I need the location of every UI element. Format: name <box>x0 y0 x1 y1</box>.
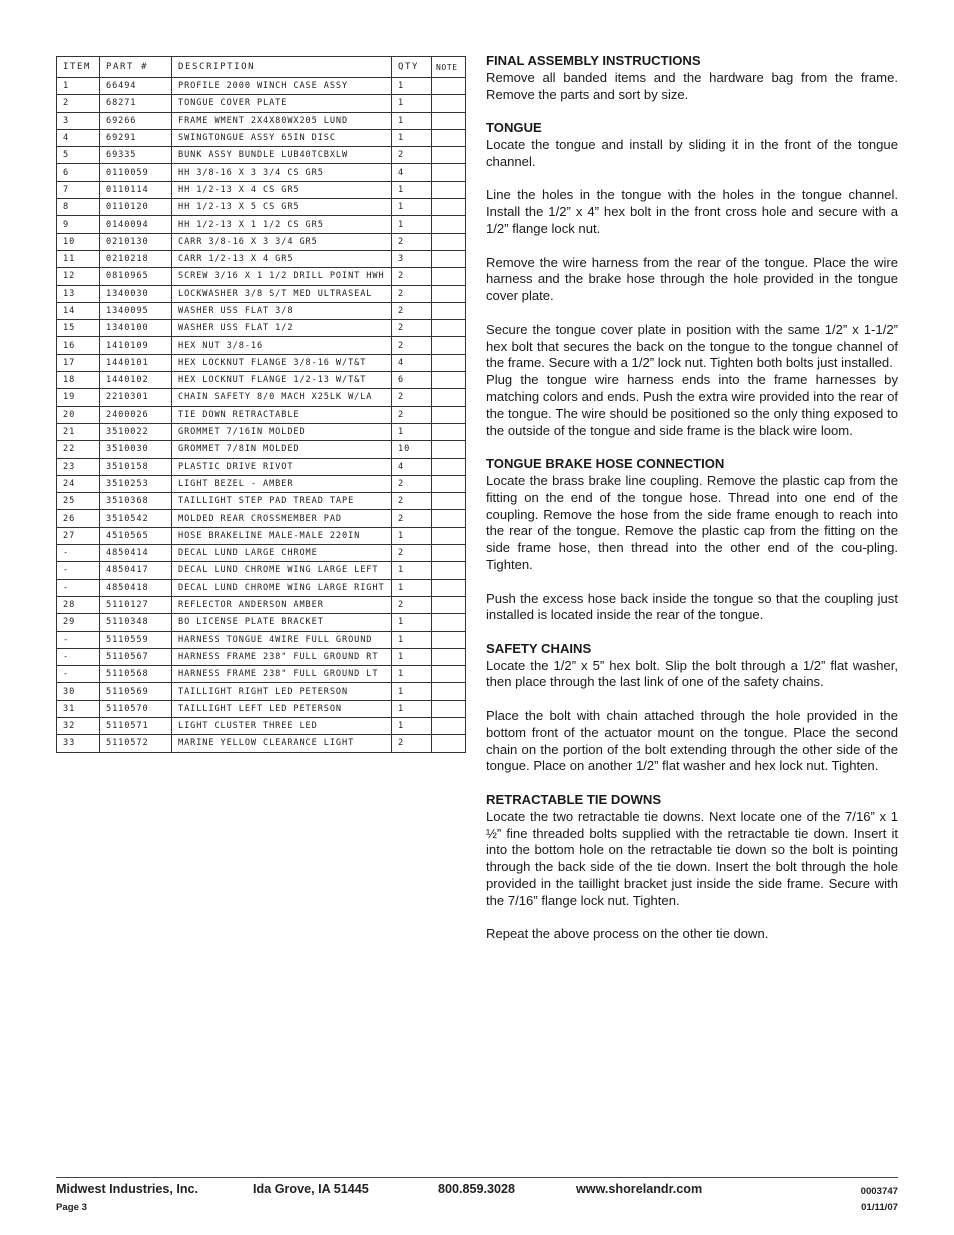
cell-part-number: 1410109 <box>100 337 172 354</box>
table-row <box>57 423 466 440</box>
cell-part-number: 3510030 <box>100 441 172 458</box>
table-row <box>57 129 466 146</box>
instruction-section <box>486 792 898 943</box>
cell-qty: 1 <box>392 700 432 717</box>
cell-description: HH 1/2-13 X 5 CS GR5 <box>172 199 392 216</box>
cell-description: LOCKWASHER 3/8 S/T MED ULTRASEAL <box>172 285 392 302</box>
cell-qty: 3 <box>392 250 432 267</box>
cell-qty: 2 <box>392 337 432 354</box>
cell-item: 28 <box>57 596 100 613</box>
table-row <box>57 372 466 389</box>
cell-item: 20 <box>57 406 100 423</box>
table-row <box>57 268 466 285</box>
cell-qty: 1 <box>392 717 432 734</box>
cell-note <box>432 78 466 95</box>
cell-description: CHAIN SAFETY 8/0 MACH X25LK W/LA <box>172 389 392 406</box>
cell-item: 8 <box>57 199 100 216</box>
table-row <box>57 337 466 354</box>
table-row <box>57 614 466 631</box>
table-header-row <box>57 57 466 78</box>
cell-qty: 2 <box>392 510 432 527</box>
cell-part-number: 2400026 <box>100 406 172 423</box>
table-row <box>57 475 466 492</box>
cell-description: HH 1/2-13 X 4 CS GR5 <box>172 181 392 198</box>
table-row <box>57 562 466 579</box>
cell-description: DECAL LUND LARGE CHROME <box>172 545 392 562</box>
cell-item: - <box>57 562 100 579</box>
cell-note <box>432 164 466 181</box>
table-row <box>57 648 466 665</box>
cell-note <box>432 285 466 302</box>
cell-description: CARR 1/2-13 X 4 GR5 <box>172 250 392 267</box>
instruction-paragraph: Remove the wire harness from the rear of the tongue. Place the wire harness and the brake hose through the hole provided in the tongue cover plate. <box>486 254 898 304</box>
cell-qty: 1 <box>392 129 432 146</box>
cell-description: SCREW 3/16 X 1 1/2 DRILL POINT HWH <box>172 268 392 285</box>
cell-part-number: 0210218 <box>100 250 172 267</box>
cell-qty: 2 <box>392 475 432 492</box>
cell-item: 29 <box>57 614 100 631</box>
table-row <box>57 596 466 613</box>
cell-item: 5 <box>57 147 100 164</box>
cell-description: LIGHT CLUSTER THREE LED <box>172 717 392 734</box>
cell-note <box>432 475 466 492</box>
cell-description: DECAL LUND CHROME WING LARGE LEFT <box>172 562 392 579</box>
cell-part-number: 69266 <box>100 112 172 129</box>
cell-part-number: 4850414 <box>100 545 172 562</box>
cell-item: - <box>57 666 100 683</box>
cell-part-number: 3510022 <box>100 423 172 440</box>
cell-part-number: 5110570 <box>100 700 172 717</box>
cell-part-number: 5110571 <box>100 717 172 734</box>
footer-company: Midwest Industries, Inc. <box>56 1182 199 1196</box>
cell-qty: 1 <box>392 95 432 112</box>
cell-description: HARNESS FRAME 238" FULL GROUND RT <box>172 648 392 665</box>
cell-qty: 2 <box>392 302 432 319</box>
table-row <box>57 527 466 544</box>
footer-phone: 800.859.3028 <box>438 1182 516 1196</box>
cell-qty: 1 <box>392 181 432 198</box>
instruction-paragraph: Repeat the above process on the other tie down. <box>486 926 769 942</box>
cell-description: HH 3/8-16 X 3 3/4 CS GR5 <box>172 164 392 181</box>
cell-item: - <box>57 579 100 596</box>
table-row <box>57 164 466 181</box>
cell-item: 16 <box>57 337 100 354</box>
table-row <box>57 95 466 112</box>
cell-item: 12 <box>57 268 100 285</box>
footer-divider <box>56 1177 898 1178</box>
cell-description: REFLECTOR ANDERSON AMBER <box>172 596 392 613</box>
cell-qty: 2 <box>392 320 432 337</box>
table-row <box>57 717 466 734</box>
cell-description: TIE DOWN RETRACTABLE <box>172 406 392 423</box>
table-row <box>57 199 466 216</box>
table-row <box>57 354 466 371</box>
cell-qty: 1 <box>392 666 432 683</box>
cell-note <box>432 735 466 752</box>
cell-note <box>432 389 466 406</box>
cell-part-number: 2210301 <box>100 389 172 406</box>
cell-part-number: 4850418 <box>100 579 172 596</box>
cell-part-number: 5110569 <box>100 683 172 700</box>
cell-item: - <box>57 631 100 648</box>
table-row <box>57 683 466 700</box>
cell-item: 6 <box>57 164 100 181</box>
cell-part-number: 5110559 <box>100 631 172 648</box>
cell-part-number: 1440102 <box>100 372 172 389</box>
footer-date: 01/11/07 <box>861 1202 898 1213</box>
cell-description: TAILLIGHT LEFT LED PETERSON <box>172 700 392 717</box>
cell-part-number: 5110127 <box>100 596 172 613</box>
cell-item: 25 <box>57 493 100 510</box>
table-row <box>57 112 466 129</box>
cell-note <box>432 527 466 544</box>
cell-qty: 1 <box>392 112 432 129</box>
cell-note <box>432 510 466 527</box>
cell-item: 27 <box>57 527 100 544</box>
cell-qty: 10 <box>392 441 432 458</box>
cell-description: TAILLIGHT RIGHT LED PETERSON <box>172 683 392 700</box>
cell-qty: 2 <box>392 268 432 285</box>
cell-note <box>432 199 466 216</box>
table-row <box>57 216 466 233</box>
cell-item: 30 <box>57 683 100 700</box>
table-row <box>57 78 466 95</box>
cell-qty: 1 <box>392 216 432 233</box>
cell-item: 2 <box>57 95 100 112</box>
cell-note <box>432 406 466 423</box>
cell-description: BUNK ASSY BUNDLE LUB40TCBXLW <box>172 147 392 164</box>
cell-description: SWINGTONGUE ASSY 65IN DISC <box>172 129 392 146</box>
cell-item: 33 <box>57 735 100 752</box>
cell-note <box>432 302 466 319</box>
cell-qty: 2 <box>392 389 432 406</box>
cell-qty: 1 <box>392 562 432 579</box>
section-heading: FINAL ASSEMBLY INSTRUCTIONS <box>486 53 701 68</box>
cell-description: TAILLIGHT STEP PAD TREAD TAPE <box>172 493 392 510</box>
cell-item: 19 <box>57 389 100 406</box>
table-row <box>57 666 466 683</box>
table-row <box>57 493 466 510</box>
cell-item: 21 <box>57 423 100 440</box>
instruction-section <box>486 456 898 624</box>
cell-item: 15 <box>57 320 100 337</box>
table-row <box>57 147 466 164</box>
table-row <box>57 302 466 319</box>
cell-part-number: 5110572 <box>100 735 172 752</box>
cell-qty: 2 <box>392 147 432 164</box>
cell-item: 18 <box>57 372 100 389</box>
cell-item: 1 <box>57 78 100 95</box>
instruction-paragraph: Remove all banded items and the hardware bag from the frame. Remove the parts and sort by size. <box>486 69 898 102</box>
cell-note <box>432 320 466 337</box>
cell-item: 31 <box>57 700 100 717</box>
cell-note <box>432 372 466 389</box>
parts-table-body <box>57 78 466 753</box>
cell-part-number: 0210130 <box>100 233 172 250</box>
instruction-paragraph: Push the excess hose back inside the tongue so that the coupling just installed is located inside the rear of the tongue. <box>486 590 898 623</box>
table-row <box>57 320 466 337</box>
cell-part-number: 1340095 <box>100 302 172 319</box>
cell-item: 10 <box>57 233 100 250</box>
cell-description: MOLDED REAR CROSSMEMBER PAD <box>172 510 392 527</box>
cell-item: 23 <box>57 458 100 475</box>
assembly-instructions <box>486 53 898 960</box>
cell-note <box>432 129 466 146</box>
cell-note <box>432 233 466 250</box>
table-row <box>57 545 466 562</box>
cell-qty: 1 <box>392 648 432 665</box>
cell-qty: 1 <box>392 78 432 95</box>
cell-qty: 1 <box>392 683 432 700</box>
cell-note <box>432 666 466 683</box>
cell-part-number: 68271 <box>100 95 172 112</box>
cell-part-number: 0110059 <box>100 164 172 181</box>
cell-note <box>432 579 466 596</box>
cell-qty: 2 <box>392 406 432 423</box>
table-row <box>57 233 466 250</box>
instruction-section <box>486 641 898 775</box>
cell-note <box>432 648 466 665</box>
footer-page-number: Page 3 <box>56 1202 87 1213</box>
cell-qty: 4 <box>392 164 432 181</box>
cell-qty: 1 <box>392 614 432 631</box>
cell-part-number: 3510368 <box>100 493 172 510</box>
cell-qty: 1 <box>392 631 432 648</box>
cell-note <box>432 562 466 579</box>
cell-note <box>432 337 466 354</box>
cell-qty: 4 <box>392 354 432 371</box>
cell-part-number: 0810965 <box>100 268 172 285</box>
instruction-paragraph: Plug the tongue wire harness ends into the frame harnesses by matching colors and ends. Push the extra wire provided into the rear of the tongue. The wire should be positioned so the only thing exposed to the outside of the tongue and side frame is the black wire loom. <box>486 372 898 438</box>
cell-description: HARNESS TONGUE 4WIRE FULL GROUND <box>172 631 392 648</box>
header-item: ITEM <box>57 57 100 78</box>
table-row <box>57 510 466 527</box>
cell-description: TONGUE COVER PLATE <box>172 95 392 112</box>
cell-part-number: 4850417 <box>100 562 172 579</box>
cell-note <box>432 458 466 475</box>
footer-doc-number: 0003747 <box>860 1186 898 1197</box>
cell-note <box>432 596 466 613</box>
cell-qty: 1 <box>392 579 432 596</box>
cell-part-number: 3510158 <box>100 458 172 475</box>
cell-description: MARINE YELLOW CLEARANCE LIGHT <box>172 735 392 752</box>
header-qty: QTY <box>392 57 432 78</box>
table-row <box>57 631 466 648</box>
cell-qty: 2 <box>392 233 432 250</box>
cell-note <box>432 493 466 510</box>
cell-note <box>432 631 466 648</box>
cell-item: - <box>57 545 100 562</box>
section-heading: TONGUE <box>486 120 542 136</box>
cell-part-number: 1340100 <box>100 320 172 337</box>
cell-part-number: 0110114 <box>100 181 172 198</box>
cell-item: 22 <box>57 441 100 458</box>
table-row <box>57 441 466 458</box>
cell-part-number: 69335 <box>100 147 172 164</box>
cell-item: 9 <box>57 216 100 233</box>
cell-item: - <box>57 648 100 665</box>
table-row <box>57 181 466 198</box>
cell-part-number: 3510542 <box>100 510 172 527</box>
instruction-paragraph: Locate the two retractable tie downs. Next locate one of the 7/16” x 1 ½” fine threaded bolts supplied with the retractable tie down. Insert it into the bottom hole on the retractable tie down so the bolt is pointing through the back side of the tie down. Insert the bolt through the hole provided in the taillight bracket just inside the side frame. Secure with the 7/16” flange lock nut. Tighten. <box>486 808 898 908</box>
section-heading: RETRACTABLE TIE DOWNS <box>486 792 662 808</box>
section-heading: SAFETY CHAINS <box>486 640 592 656</box>
instruction-section <box>486 120 898 439</box>
header-note: NOTE <box>432 57 466 78</box>
footer-city: Ida Grove, IA 51445 <box>253 1182 369 1196</box>
table-row <box>57 700 466 717</box>
table-row <box>57 250 466 267</box>
cell-description: HH 1/2-13 X 1 1/2 CS GR5 <box>172 216 392 233</box>
cell-part-number: 3510253 <box>100 475 172 492</box>
cell-qty: 2 <box>392 735 432 752</box>
instruction-paragraph: Locate the tongue and install by sliding it in the front of the tongue channel. <box>486 136 898 169</box>
cell-qty: 6 <box>392 372 432 389</box>
cell-note <box>432 545 466 562</box>
cell-note <box>432 181 466 198</box>
cell-note <box>432 354 466 371</box>
cell-qty: 2 <box>392 285 432 302</box>
cell-item: 26 <box>57 510 100 527</box>
cell-description: PROFILE 2000 WINCH CASE ASSY <box>172 78 392 95</box>
instruction-paragraph: Locate the 1/2” x 5” hex bolt. Slip the bolt through a 1/2” flat washer, then place through the last link of one of the safety chains. <box>486 657 898 690</box>
cell-item: 24 <box>57 475 100 492</box>
cell-note <box>432 216 466 233</box>
cell-description: BO LICENSE PLATE BRACKET <box>172 614 392 631</box>
cell-part-number: 66494 <box>100 78 172 95</box>
cell-note <box>432 268 466 285</box>
header-description: DESCRIPTION <box>172 57 392 78</box>
cell-description: WASHER USS FLAT 3/8 <box>172 302 392 319</box>
cell-item: 13 <box>57 285 100 302</box>
cell-description: WASHER USS FLAT 1/2 <box>172 320 392 337</box>
cell-item: 7 <box>57 181 100 198</box>
cell-note <box>432 95 466 112</box>
cell-part-number: 5110348 <box>100 614 172 631</box>
cell-item: 4 <box>57 129 100 146</box>
cell-description: HEX LOCKNUT FLANGE 3/8-16 W/T&T <box>172 354 392 371</box>
instruction-paragraph: Line the holes in the tongue with the holes in the tongue channel. Install the 1/2” x 4” hex bolt in the front cross hole and secure with a 1/2” flange lock nut. <box>486 187 898 236</box>
cell-description: GROMMET 7/8IN MOLDED <box>172 441 392 458</box>
cell-description: HEX NUT 3/8-16 <box>172 337 392 354</box>
cell-description: GROMMET 7/16IN MOLDED <box>172 423 392 440</box>
cell-description: HEX LOCKNUT FLANGE 1/2-13 W/T&T <box>172 372 392 389</box>
cell-note <box>432 614 466 631</box>
table-row <box>57 389 466 406</box>
cell-note <box>432 112 466 129</box>
cell-item: 14 <box>57 302 100 319</box>
cell-note <box>432 423 466 440</box>
cell-description: HOSE BRAKELINE MALE-MALE 220IN <box>172 527 392 544</box>
cell-part-number: 4510565 <box>100 527 172 544</box>
cell-qty: 2 <box>392 545 432 562</box>
table-row <box>57 458 466 475</box>
cell-part-number: 0140094 <box>100 216 172 233</box>
cell-qty: 1 <box>392 527 432 544</box>
instruction-paragraph: Secure the tongue cover plate in position with the same 1/2” x 1-1/2” hex bolt that secures the back on the tongue to the tongue channel of the frame. Secure with a 1/2” lock nut. Tighten both bolts just installed. <box>486 321 898 371</box>
header-part-number: PART # <box>100 57 172 78</box>
cell-description: HARNESS FRAME 238" FULL GROUND LT <box>172 666 392 683</box>
table-row <box>57 579 466 596</box>
cell-qty: 1 <box>392 199 432 216</box>
cell-note <box>432 250 466 267</box>
cell-part-number: 1440101 <box>100 354 172 371</box>
cell-item: 11 <box>57 250 100 267</box>
cell-item: 17 <box>57 354 100 371</box>
cell-qty: 1 <box>392 423 432 440</box>
cell-qty: 2 <box>392 596 432 613</box>
cell-description: CARR 3/8-16 X 3 3/4 GR5 <box>172 233 392 250</box>
cell-part-number: 0110120 <box>100 199 172 216</box>
table-row <box>57 285 466 302</box>
cell-item: 3 <box>57 112 100 129</box>
cell-note <box>432 717 466 734</box>
instruction-paragraph: Locate the brass brake line coupling. Remove the plastic cap from the fitting on the end of the tongue hose. Thread into one end of the coupling. Remove the hose from the side frame enough to reach into the rear of the tongue. Remove the plastic cap from the fitting on the side frame hose, then thread into the other end of the cou-pling. Tighten. <box>486 472 898 572</box>
cell-note <box>432 683 466 700</box>
cell-note <box>432 147 466 164</box>
instruction-paragraph: Place the bolt with chain attached through the hole provided in the bottom front of the actuator mount on the tongue. Place the second chain on the portion of the bolt extending through the other side of the tongue. Place on another 1/2” flat washer and hex lock nut. Tighten. <box>486 708 898 774</box>
table-row <box>57 406 466 423</box>
cell-part-number: 5110568 <box>100 666 172 683</box>
cell-description: PLASTIC DRIVE RIVOT <box>172 458 392 475</box>
cell-part-number: 69291 <box>100 129 172 146</box>
footer-website: www.shorelandr.com <box>576 1182 703 1196</box>
cell-note <box>432 441 466 458</box>
parts-list-table <box>56 56 466 753</box>
cell-item: 32 <box>57 717 100 734</box>
cell-qty: 4 <box>392 458 432 475</box>
cell-qty: 2 <box>392 493 432 510</box>
cell-description: LIGHT BEZEL - AMBER <box>172 475 392 492</box>
cell-description: FRAME WMENT 2X4X80WX205 LUND <box>172 112 392 129</box>
cell-description: DECAL LUND CHROME WING LARGE RIGHT <box>172 579 392 596</box>
instruction-section <box>486 53 898 103</box>
cell-part-number: 5110567 <box>100 648 172 665</box>
section-heading: TONGUE BRAKE HOSE CONNECTION <box>486 456 725 472</box>
cell-part-number: 1340030 <box>100 285 172 302</box>
table-row <box>57 735 466 752</box>
cell-note <box>432 700 466 717</box>
